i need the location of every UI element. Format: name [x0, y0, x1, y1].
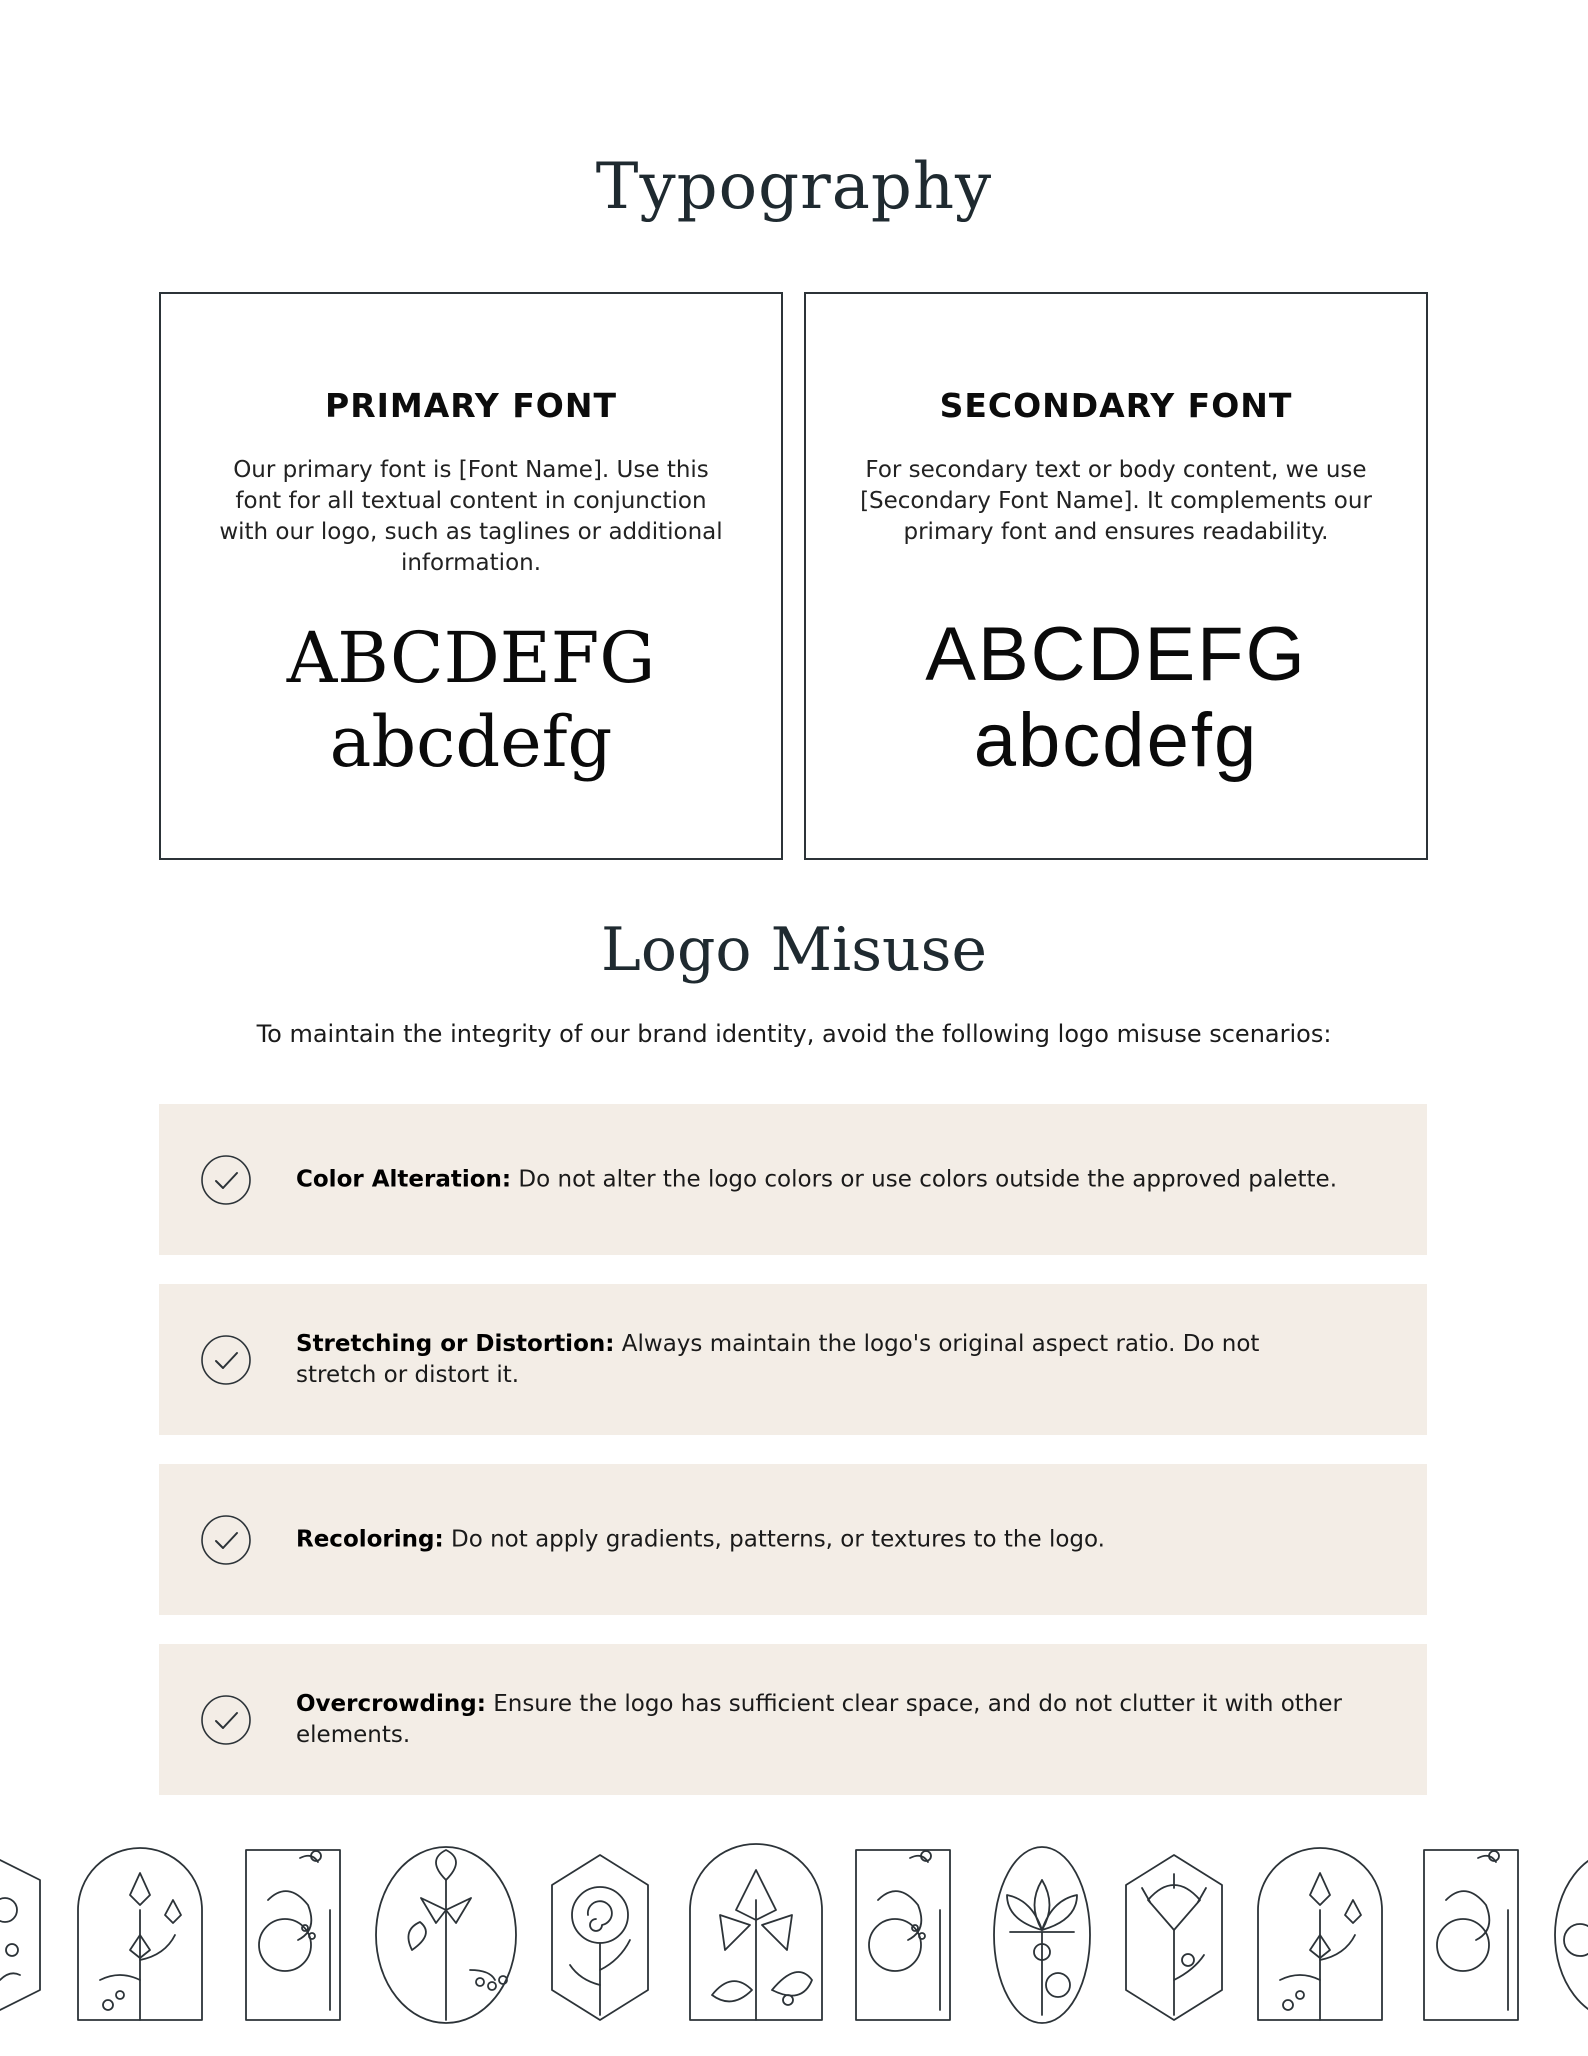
floral-rectangle-icon: [856, 1850, 950, 2020]
floral-rectangle-icon: [246, 1850, 340, 2020]
logo-misuse-intro: To maintain the integrity of our brand identity, avoid the following logo misuse scenarios:: [256, 1020, 1332, 1048]
misuse-item-stretching: [159, 1284, 1427, 1435]
floral-oval-icon: [1555, 1850, 1588, 2020]
misuse-item-text: [296, 1329, 1347, 1391]
misuse-item-body: Do not alter the logo colors or use colors outside the approved palette.: [511, 1166, 1338, 1192]
secondary-lowercase-sample: abcdefg: [973, 698, 1259, 783]
misuse-item-label: Color Alteration:: [296, 1166, 512, 1192]
leaf-arch-icon: [690, 1844, 822, 2020]
misuse-item-label: Recoloring:: [296, 1526, 444, 1552]
floral-arch-icon: [78, 1848, 202, 2020]
primary-lowercase-sample: abcdefg: [329, 701, 613, 783]
misuse-item-label: Overcrowding:: [296, 1690, 486, 1717]
primary-font-heading: PRIMARY FONT: [325, 386, 617, 425]
floral-hexagon-icon: [0, 1850, 40, 2020]
primary-font-specimen: [161, 616, 781, 784]
secondary-font-description: For secondary text or body content, we use [Secondary Font Name]. It complements our primary font and ensures readability.: [860, 457, 1372, 545]
check-circle-icon: [200, 1514, 252, 1566]
secondary-uppercase-sample: ABCDEFG: [925, 612, 1307, 697]
typography-title: Typography: [595, 150, 993, 224]
secondary-font-card: [804, 292, 1428, 860]
misuse-item-label: Stretching or Distortion:: [296, 1330, 615, 1357]
flower-hexagon-icon: [1126, 1855, 1222, 2020]
primary-font-card: [159, 292, 783, 860]
secondary-font-specimen: [806, 612, 1426, 784]
misuse-item-body: Ensure the logo has sufficient clear space, and do not clutter it with other elements.: [296, 1690, 1343, 1748]
misuse-item-text: [296, 1524, 1347, 1555]
primary-font-description: Our primary font is [Font Name]. Use this font for all textual content in conjunction with our logo, such as taglines or additional information.: [219, 457, 723, 576]
floral-arch-icon: [1258, 1848, 1382, 2020]
logo-misuse-title: Logo Misuse: [601, 915, 987, 985]
check-circle-icon: [200, 1694, 252, 1746]
rose-hexagon-icon: [552, 1855, 648, 2020]
secondary-font-heading: SECONDARY FONT: [939, 386, 1293, 425]
floral-decoration-strip: [0, 1840, 1588, 2030]
misuse-item-body: Do not apply gradients, patterns, or textures to the logo.: [443, 1526, 1105, 1552]
floral-rectangle-icon: [1424, 1850, 1518, 2020]
check-circle-icon: [200, 1154, 252, 1206]
misuse-item-body: Always maintain the logo's original aspect ratio. Do not stretch or distort it.: [296, 1330, 1260, 1388]
primary-uppercase-sample: ABCDEFG: [286, 617, 656, 699]
floral-oval-icon: [376, 1847, 516, 2023]
misuse-item-text: [296, 1689, 1347, 1751]
lotus-oval-icon: [994, 1847, 1090, 2023]
misuse-item-overcrowding: [159, 1644, 1427, 1795]
misuse-item-text: [296, 1164, 1347, 1195]
check-circle-icon: [200, 1334, 252, 1386]
misuse-item-color-alteration: [159, 1104, 1427, 1255]
misuse-item-recoloring: [159, 1464, 1427, 1615]
